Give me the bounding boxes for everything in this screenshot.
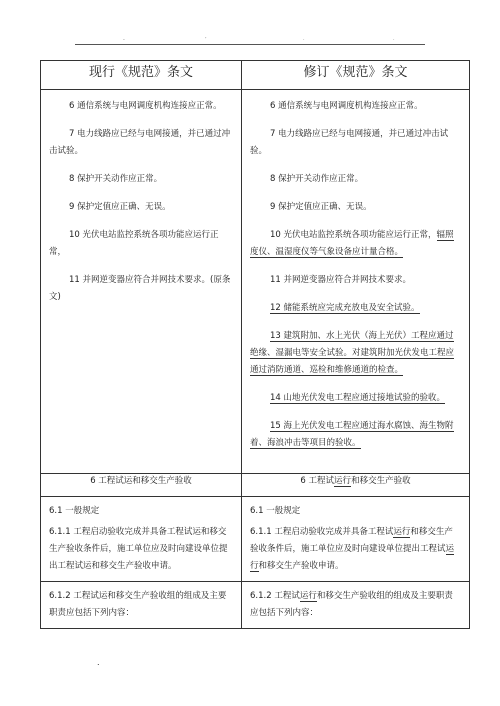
clause-item-new bbox=[250, 328, 461, 379]
clause-item: 9 保护定值应正确、无误。 bbox=[270, 202, 372, 212]
heading-text: 6 工程试 bbox=[300, 476, 335, 486]
current-612-cell bbox=[41, 582, 242, 629]
clause-612 bbox=[250, 588, 461, 622]
revised-insertion: 运行 bbox=[299, 591, 317, 601]
clause-text: 10 光伏电站监控系统各项功能应运行正常， bbox=[270, 230, 437, 240]
clause-item: 8 保护开关动作应正常。 bbox=[69, 174, 163, 184]
revised-insertion: 14 山地光伏发电工程应通过接地试验的验收。 bbox=[270, 393, 446, 403]
section-heading-current: 6 工程试运和移交生产验收 bbox=[41, 474, 242, 497]
clause-item-new bbox=[250, 390, 461, 407]
clause-item: 9 保护定值应正确、无误。 bbox=[69, 202, 171, 212]
clause-item-new bbox=[250, 300, 461, 317]
clause-item: 6 通信系统与电网调度机构连接应正常。 bbox=[270, 101, 423, 111]
clause-611 bbox=[250, 524, 461, 575]
revised-insertion: 运行 bbox=[250, 544, 455, 571]
section-heading-revised bbox=[242, 474, 470, 497]
heading-text: 和移交生产验收 bbox=[351, 476, 411, 486]
clause-item: 6 通信系统与电网调度机构连接应正常。 bbox=[69, 101, 222, 111]
clause-text: 和移交生产验收条件后，施工单位应及时向建设单位提出工程试 bbox=[250, 527, 453, 554]
clause-611: 6.1.1 工程启动验收完成并具备工程试运和移交生产验收条件后，施工单位应及时向建设单位提出工程试运和移交生产验收申请。 bbox=[49, 527, 228, 571]
revised-611-cell bbox=[242, 497, 470, 582]
clause-item: 11 并网逆变器应符合并网技术要求。 bbox=[270, 275, 412, 285]
clause-item: 11 并网逆变器应符合并网技术要求。(原条文) bbox=[49, 275, 231, 302]
header-mark: ’ bbox=[205, 37, 207, 43]
current-611-cell bbox=[41, 497, 242, 582]
clause-item: 10 光伏电站监控系统各项功能应运行正常， bbox=[49, 230, 219, 257]
clause-item-10 bbox=[250, 227, 461, 261]
header-mark: - bbox=[123, 37, 125, 43]
revised-insertion: 15 海上光伏发电工程应通过海水腐蚀、海生物附着、海浪冲击等项目的验收。 bbox=[250, 421, 454, 448]
clause-item: 8 保护开关动作应正常。 bbox=[270, 174, 364, 184]
header-mark: · bbox=[303, 37, 305, 43]
clause-item-new bbox=[250, 418, 461, 452]
clause-text: 6.1.2 工程试 bbox=[250, 591, 300, 601]
clause-612: 6.1.2 工程试运和移交生产验收组的组成及主要职责应包括下列内容： bbox=[49, 591, 227, 618]
current-items-cell bbox=[41, 90, 242, 474]
clause-item: 7 电力线路应已经与电网接通，并已通过冲击试验。 bbox=[49, 129, 231, 156]
footer-dot: . bbox=[97, 658, 100, 667]
column-header-current: 现行《规范》条文 bbox=[41, 61, 242, 90]
clause-item: 7 电力线路应已经与电网接通，并已通过冲击试验。 bbox=[250, 129, 449, 156]
clause-text: 和移交生产验收申请。 bbox=[258, 561, 344, 571]
header-marks bbox=[75, 37, 425, 45]
revised-items-cell bbox=[242, 90, 470, 474]
revised-612-cell bbox=[242, 582, 470, 629]
revised-insertion: 运行 bbox=[393, 527, 411, 537]
clause-text: 6.1.1 工程启动验收完成并具备工程试 bbox=[250, 527, 394, 537]
revised-insertion: 12 储能系统应完成充放电及安全试验。 bbox=[270, 303, 420, 313]
comparison-table bbox=[40, 60, 470, 629]
column-header-revised: 修订《规范》条文 bbox=[242, 61, 470, 90]
subsection-heading: 6.1 一般规定 bbox=[250, 506, 301, 516]
revised-insertion: 13 建筑附加、水上光伏（海上光伏）工程应通过绝缘、湿漏电等安全试验。对建筑附加光伏发电工程应通过消防通道、巡检和维修通道的检查。 bbox=[250, 331, 455, 375]
subsection-heading: 6.1 一般规定 bbox=[49, 506, 100, 516]
clause-text: 和移交生产验收组的组成及主要职责应包括下列内容： bbox=[250, 591, 453, 618]
header-mark: · bbox=[393, 37, 395, 43]
revised-insertion: 辐照度仪、温湿度仪等气象设备应计量合格。 bbox=[250, 230, 454, 257]
revised-insertion: 运行 bbox=[334, 476, 352, 486]
